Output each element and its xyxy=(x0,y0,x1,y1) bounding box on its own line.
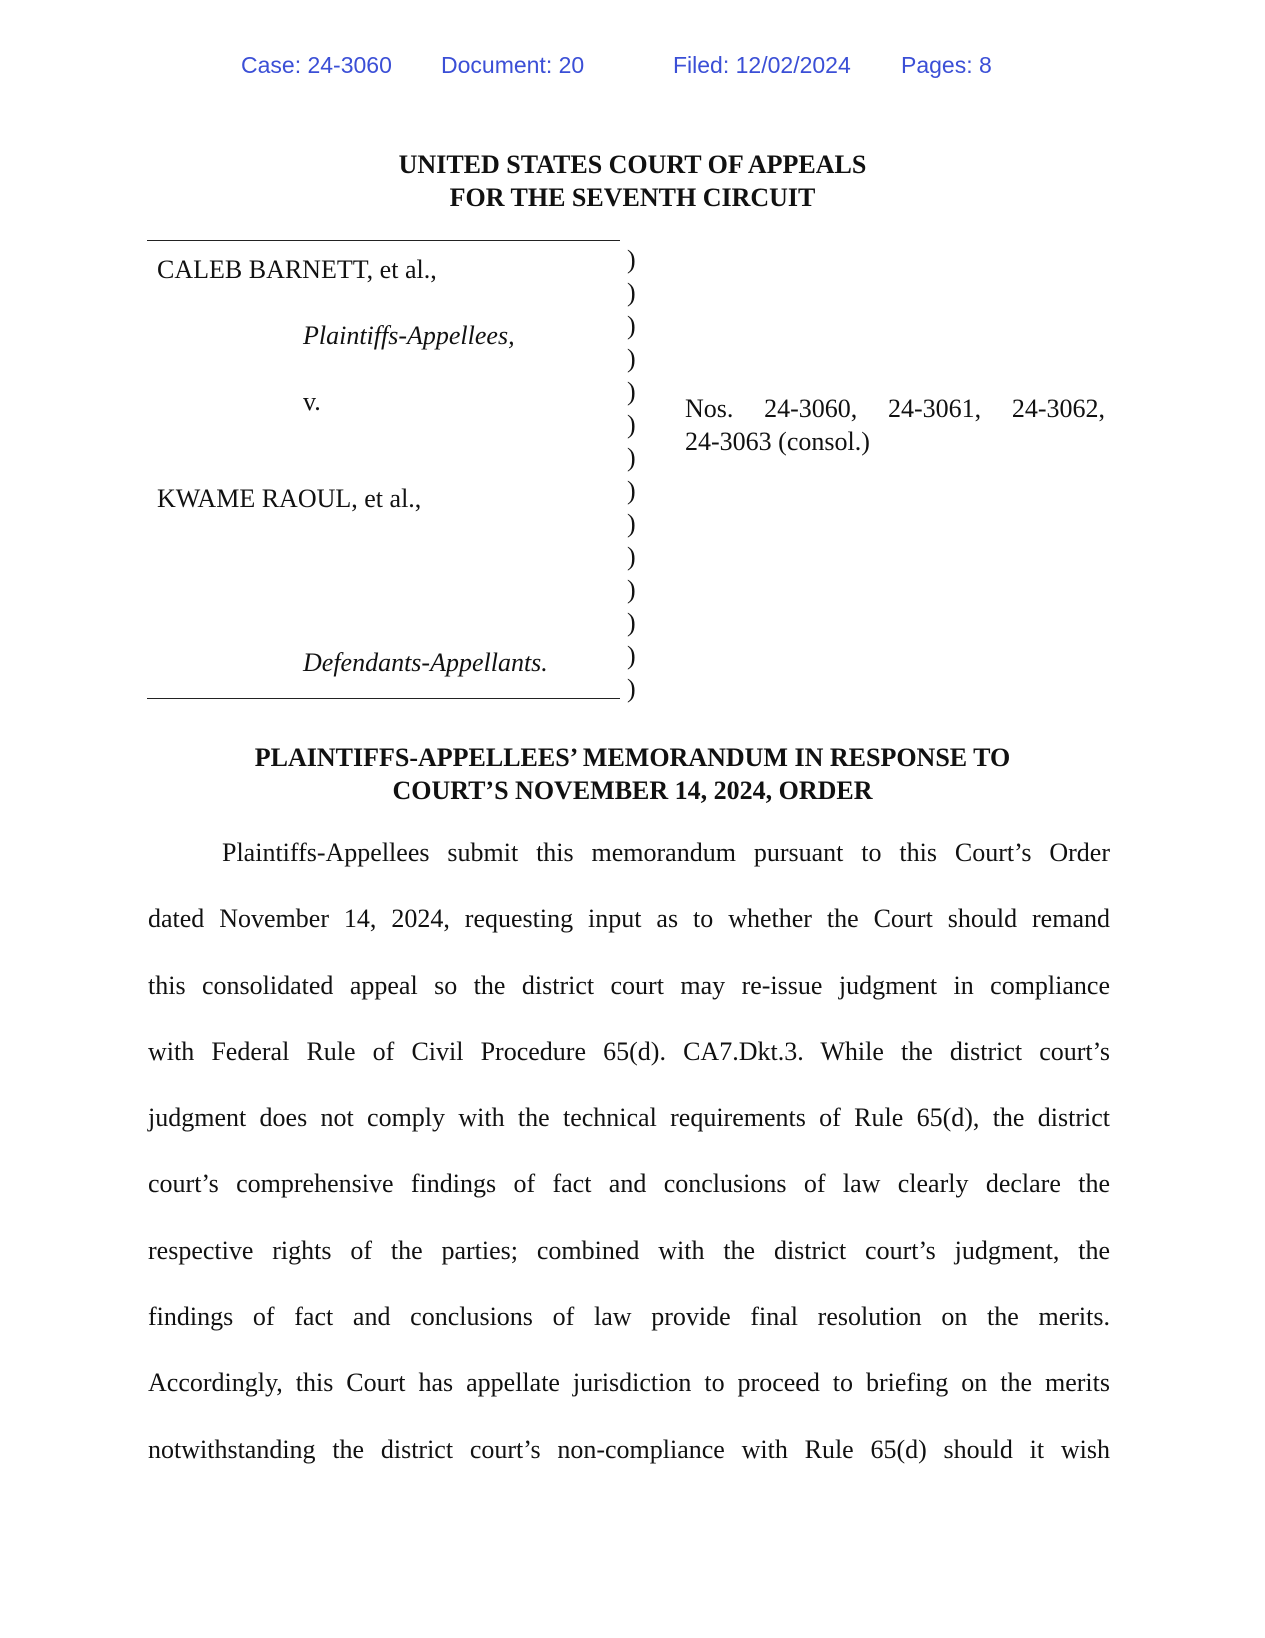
body-line: dated November 14, 2024, requesting input as to whether the Court should remand xyxy=(148,904,1110,934)
case-nos-label: Nos. xyxy=(685,394,734,423)
memorandum-title-line2: COURT’S NOVEMBER 14, 2024, ORDER xyxy=(392,776,873,805)
body-line: with Federal Rule of Civil Procedure 65(d). CA7.Dkt.3. While the district court’s xyxy=(148,1036,1110,1066)
plaintiff-name: CALEB BARNETT, et al., xyxy=(157,255,437,284)
document-number-stamp: Document: 20 xyxy=(441,52,585,78)
caption-top-rule xyxy=(147,240,620,241)
caption-parenthesis-column: ) ) ) ) ) ) ) ) ) ) ) ) ) ) xyxy=(627,245,636,703)
court-title-line2: FOR THE SEVENTH CIRCUIT xyxy=(449,183,816,212)
memorandum-title-line1: PLAINTIFFS-APPELLEES’ MEMORANDUM IN RESPONSE TO xyxy=(254,743,1011,772)
case-no: 24-3061, xyxy=(887,394,982,423)
case-number-stamp: Case: 24-3060 xyxy=(241,52,392,78)
body-line: court’s comprehensive findings of fact and conclusions of law clearly declare the xyxy=(148,1169,1110,1199)
memorandum-title xyxy=(0,741,1265,807)
court-title-line1: UNITED STATES COURT OF APPEALS xyxy=(398,150,867,179)
body-line: judgment does not comply with the technical requirements of Rule 65(d), the district xyxy=(148,1103,1110,1133)
body-line: findings of fact and conclusions of law provide final resolution on the merits. xyxy=(148,1302,1110,1332)
case-numbers-line1 xyxy=(685,392,1105,425)
filed-date-stamp: Filed: 12/02/2024 xyxy=(673,52,851,78)
page-count-stamp: Pages: 8 xyxy=(901,52,992,78)
defendant-name: KWAME RAOUL, et al., xyxy=(157,484,422,513)
case-numbers xyxy=(685,392,1105,458)
case-no: 24-3062, xyxy=(1011,394,1105,423)
plaintiff-role: Plaintiffs-Appellees, xyxy=(303,321,515,350)
body-line: notwithstanding the district court’s non-compliance with Rule 65(d) should it wish xyxy=(148,1434,1110,1464)
court-title xyxy=(0,148,1265,214)
case-no: 24-3060, xyxy=(764,394,858,423)
case-numbers-line2: 24-3063 (consol.) xyxy=(685,427,870,456)
body-line: respective rights of the parties; combined with the district court’s judgment, the xyxy=(148,1235,1110,1265)
body-line: Accordingly, this Court has appellate jurisdiction to proceed to briefing on the merits xyxy=(148,1368,1110,1398)
body-line: Plaintiffs-Appellees submit this memorandum pursuant to this Court’s Order xyxy=(222,838,1110,867)
filing-header-stamp xyxy=(0,52,1265,84)
versus: v. xyxy=(303,387,321,416)
defendant-role: Defendants-Appellants. xyxy=(303,648,548,677)
caption-bottom-rule xyxy=(147,698,620,699)
body-line: this consolidated appeal so the district court may re-issue judgment in compliance xyxy=(148,970,1110,1000)
memorandum-body xyxy=(148,836,1110,1499)
